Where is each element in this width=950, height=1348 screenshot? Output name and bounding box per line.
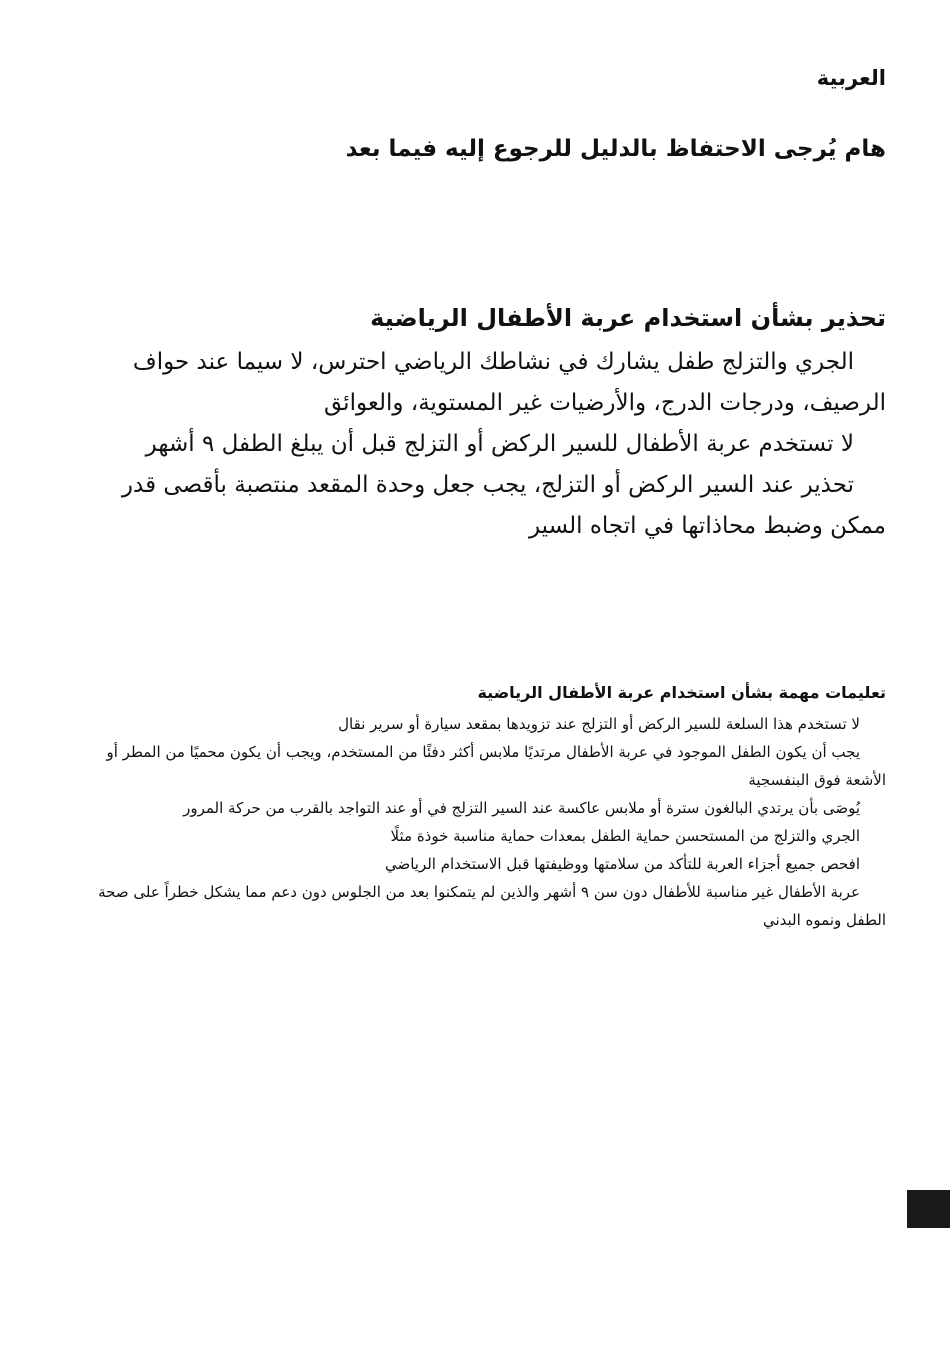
warning-title: تحذير بشأن استخدام عربة الأطفال الرياضية — [370, 304, 886, 332]
language-label: العربية — [816, 66, 886, 90]
warning-paragraph: الجري والتزلج طفل يشارك في نشاطك الرياضي احترس، لا سيما عند حواف الرصيف، ودرجات الدرج، والأرضيات غير المستوية، والعوائق — [132, 349, 886, 416]
instructions-title: تعليمات مهمة بشأن استخدام عربة الأطفال الرياضية — [477, 683, 886, 702]
instruction-paragraph: يجب أن يكون الطفل الموجود في عربة الأطفال مرتديًا ملابس أكثر دفئًا من المستخدم، ويجب أن يكون محميًا من المطر أو الأشعة فوق البنفسجية — [106, 743, 886, 789]
page-edge-tab — [907, 1190, 950, 1228]
important-note: هام يُرجى الاحتفاظ بالدليل للرجوع إليه فيما بعد — [345, 136, 886, 162]
instruction-paragraph: يُوصَى بأن يرتدي البالغون سترة أو ملابس عاكسة عند السير التزلج في أو عند التواجد بالقرب من حركة المرور — [183, 799, 860, 817]
instruction-paragraph: افحص جميع أجزاء العربة للتأكد من سلامتها ووظيفتها قبل الاستخدام الرياضي — [384, 855, 860, 873]
warning-paragraph: تحذير عند السير الركض أو التزلج، يجب جعل وحدة المقعد منتصبة بأقصى قدر ممكن وضبط محاذاتها في اتجاه السير — [121, 472, 886, 539]
instruction-paragraph: لا تستخدم هذا السلعة للسير الركض أو التزلج عند تزويدها بمقعد سيارة أو سرير نقال — [338, 715, 860, 733]
warning-section — [106, 300, 886, 547]
instructions-section — [96, 680, 886, 934]
instruction-paragraph: عربة الأطفال غير مناسبة للأطفال دون سن ٩ أشهر والذين لم يتمكنوا بعد من الجلوس دون دعم مما يشكل خطراً على صحة الطفل ونموه البدني — [98, 883, 886, 929]
instruction-paragraph: الجري والتزلج من المستحسن حماية الطفل بمعدات حماية مناسبة خوذة مثلًا — [390, 827, 860, 845]
warning-paragraph: لا تستخدم عربة الأطفال للسير الركض أو التزلج قبل أن يبلغ الطفل ٩ أشهر — [145, 431, 854, 457]
